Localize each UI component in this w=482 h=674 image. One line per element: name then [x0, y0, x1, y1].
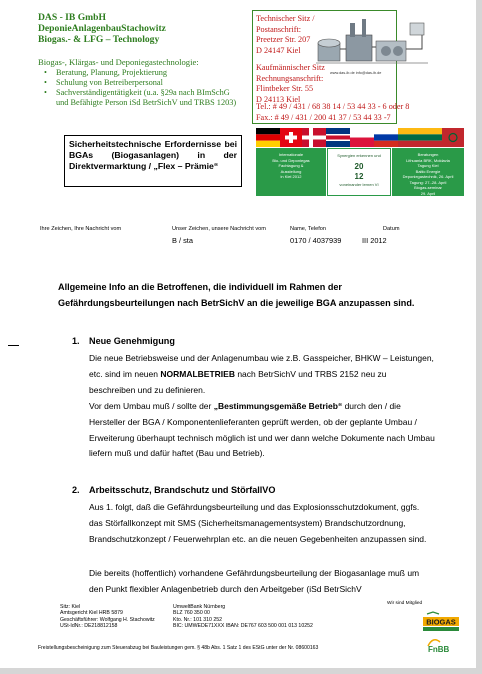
phone-fax	[256, 102, 409, 123]
footer-line: BLZ 760 350 00	[173, 610, 210, 617]
section-number: 1.	[72, 336, 80, 346]
footer-line: Kto. Nr.: 101 310 252	[173, 616, 223, 623]
event-text: Tagung: 27.-28. April	[409, 179, 447, 185]
membership-label: Wir sind Mitglied	[387, 601, 423, 606]
ref-date-value: III 2012	[362, 236, 387, 245]
emphasis: „Bestimmungsgemäße Betrieb“	[213, 401, 343, 411]
page-edge-bottom	[0, 668, 482, 674]
ref-phone-value: 0170 / 4037939	[290, 236, 342, 245]
footer-bank-info	[173, 604, 313, 630]
text-run: durch den / die Hersteller der BGA / Komponentenlieferanten geprüft werden, ob der geplante Umbau / Erweiterung überhaupt technisch möglich ist und wer dann welche Dokumente nach Umbau liefern muß und dafür haftet (Bau und Betrieb).	[89, 401, 435, 459]
event-text: Lithuania BRK, Moldavia	[406, 157, 450, 163]
event-year: 12	[354, 171, 364, 181]
footer-line: Geschäftsführer: Wolfgang H. Stachowitz	[60, 616, 155, 623]
event-text: Baltic Energie	[415, 168, 441, 174]
event-text: 29. April	[420, 190, 436, 196]
event-text: voneinander lernen VI	[339, 181, 379, 187]
footer-company-info	[60, 604, 155, 630]
fax-line: Fax.: # 49 / 431 / 200 41 37 / 53 44 33 -7	[256, 112, 391, 122]
website-line: www.das-ib.de info@das-ib.de	[330, 71, 382, 75]
footer-line: UmweltBank Nürnberg	[173, 604, 226, 610]
section-number: 2.	[72, 485, 80, 495]
event-panel-middle	[327, 148, 391, 196]
services-list	[44, 68, 244, 108]
company-tagline: Biogas.- & LFG – Technology	[38, 34, 160, 45]
address-line: Flintbeker Str. 55	[256, 84, 314, 93]
footer-line: USt-IdNr.: DE218812158	[60, 623, 118, 630]
plant-illustration	[316, 13, 428, 69]
event-text: Beratungen	[417, 152, 439, 157]
topic-box: Sicherheitstechnische Erfordernisse bei BGAs (Biogasanlagen) in der Direktvermarktung / „Flex – Prämie“	[64, 135, 242, 187]
event-panel-left	[256, 148, 326, 196]
address-line: Postanschrift:	[256, 24, 302, 34]
text-run: Die neue Betriebsweise und der Anlagenumbau wie z.B. Gasspeicher, BHKW – Leistungen, etc. sind im neuen	[89, 353, 434, 379]
company-subtitle: DeponieAnlagenbauStachowitz	[38, 23, 166, 34]
address-line: Preetzer Str. 207	[256, 35, 311, 44]
ref-our-value: B / sta	[172, 236, 193, 245]
service-item: • Sachverständigentätigkeit (u.a. §29a nach BImSchG und Befähigte Person iSd BetrSichV und TRBS 1203)	[44, 88, 244, 108]
address-line: Rechnungsanschrift:	[256, 73, 324, 83]
event-text: Biogas-seminar	[414, 185, 442, 190]
event-text: Fachtagung &	[278, 163, 304, 168]
address-line: Kaufmännischer Sitz	[256, 63, 325, 72]
flags-strip	[256, 128, 464, 147]
event-text: Deponiegastechnik, 26. April	[402, 174, 454, 179]
fold-mark	[8, 345, 19, 346]
ref-label-our: Unser Zeichen, unsere Nachricht vom	[172, 226, 266, 232]
text-run: Vor dem Umbau muß / sollte der	[89, 401, 214, 411]
fnbb-logo-text: FnBB	[428, 645, 450, 654]
ref-label-your: Ihre Zeichen, Ihre Nachricht vom	[40, 226, 122, 232]
intro-paragraph: Allgemeine Info an die Betroffenen, die individuell im Rahmen der Gefährdungsbeurteilungen nach BetrSichV an die jeweilige BGA anzupassen sind.	[58, 282, 415, 308]
event-text: Ausstellung	[280, 168, 302, 174]
ref-label-date: Datum	[383, 226, 400, 232]
section-1-heading	[72, 336, 175, 346]
event-text: Tagung Kiel	[417, 163, 439, 168]
fnbb-logo	[425, 634, 459, 654]
phone-line: Tel.: # 49 / 431 / 68 38 14 / 53 44 33 - 6 oder 8	[256, 102, 410, 111]
event-text: in Kiel 2012	[280, 174, 302, 179]
footer-line: BIC: UMWEDE71XXX IBAN: DE767 603 500 001 013 10252	[173, 623, 313, 630]
service-item: • Beratung, Planung, Projektierung	[44, 68, 244, 78]
ref-label-name: Name, Telefon	[290, 226, 326, 232]
text-run: nach BetrSichV und TRBS 2152 neu zu beschreiben und zu definieren.	[89, 368, 387, 395]
event-panel-right	[392, 148, 464, 196]
service-item: • Schulung von Betreiberpersonal	[44, 78, 244, 88]
event-text: Internationale	[278, 152, 304, 157]
section-title: Neue Genehmigung	[89, 336, 175, 346]
services-intro: Biogas-, Klärgas- und Deponiegastechnologie:	[38, 57, 199, 67]
event-year: 20	[354, 161, 364, 171]
biogas-association-logo	[423, 610, 459, 632]
commercial-address	[256, 63, 325, 105]
company-header	[38, 12, 166, 45]
address-line: D 24147 Kiel	[256, 45, 301, 55]
section-1-paragraph-1	[89, 351, 435, 398]
page-edge-right	[476, 0, 482, 674]
address-line: D 24113 Kiel	[256, 94, 301, 104]
event-text: Synergien erkennen und	[337, 153, 381, 158]
emphasis: NORMALBETRIEB	[160, 368, 235, 379]
biogas-logo-text: BIOGAS	[426, 617, 456, 627]
section-2-paragraph-2: Die bereits (hoffentlich) vorhandene Gefährdungsbeurteilung der Biogasanlage muß um den Punkt flexibler Anlagenbetrieb durch den Arbeitgeber (iSd BetrSichV	[89, 568, 420, 594]
company-name: DAS - IB GmbH	[38, 12, 106, 23]
section-title: Arbeitsschutz, Brandschutz und StörfallVO	[89, 485, 276, 495]
event-text: Bio- und Deponiegas	[272, 157, 310, 163]
footer-line: Sitz: Kiel	[60, 604, 81, 610]
address-line: Technischer Sitz /	[256, 14, 315, 23]
section-1-paragraph-2	[89, 399, 435, 462]
footer-line: Amtsgericht Kiel HRB 5879	[60, 610, 123, 617]
section-2-paragraph-1: Aus 1. folgt, daß die Gefährdungsbeurteilung und das Explosionsschutzdokument, ggfs. das Störfallkonzept mit SMS (Sicherheitsmanagementsystem) Brandschutzordnung, Brandschutzkonzept / Feuerwehrplan etc. an die neuen Gegebenheiten anzupassen sind.	[89, 502, 427, 544]
section-2-heading	[72, 485, 275, 495]
technical-address	[256, 14, 315, 56]
tax-exemption-note: Freistellungsbescheinigung zum Steuerabzug bei Bauleistungen gem. § 48b Abs. 1 Satz 1 des EStG unter der Nr. 08600163	[38, 645, 319, 651]
